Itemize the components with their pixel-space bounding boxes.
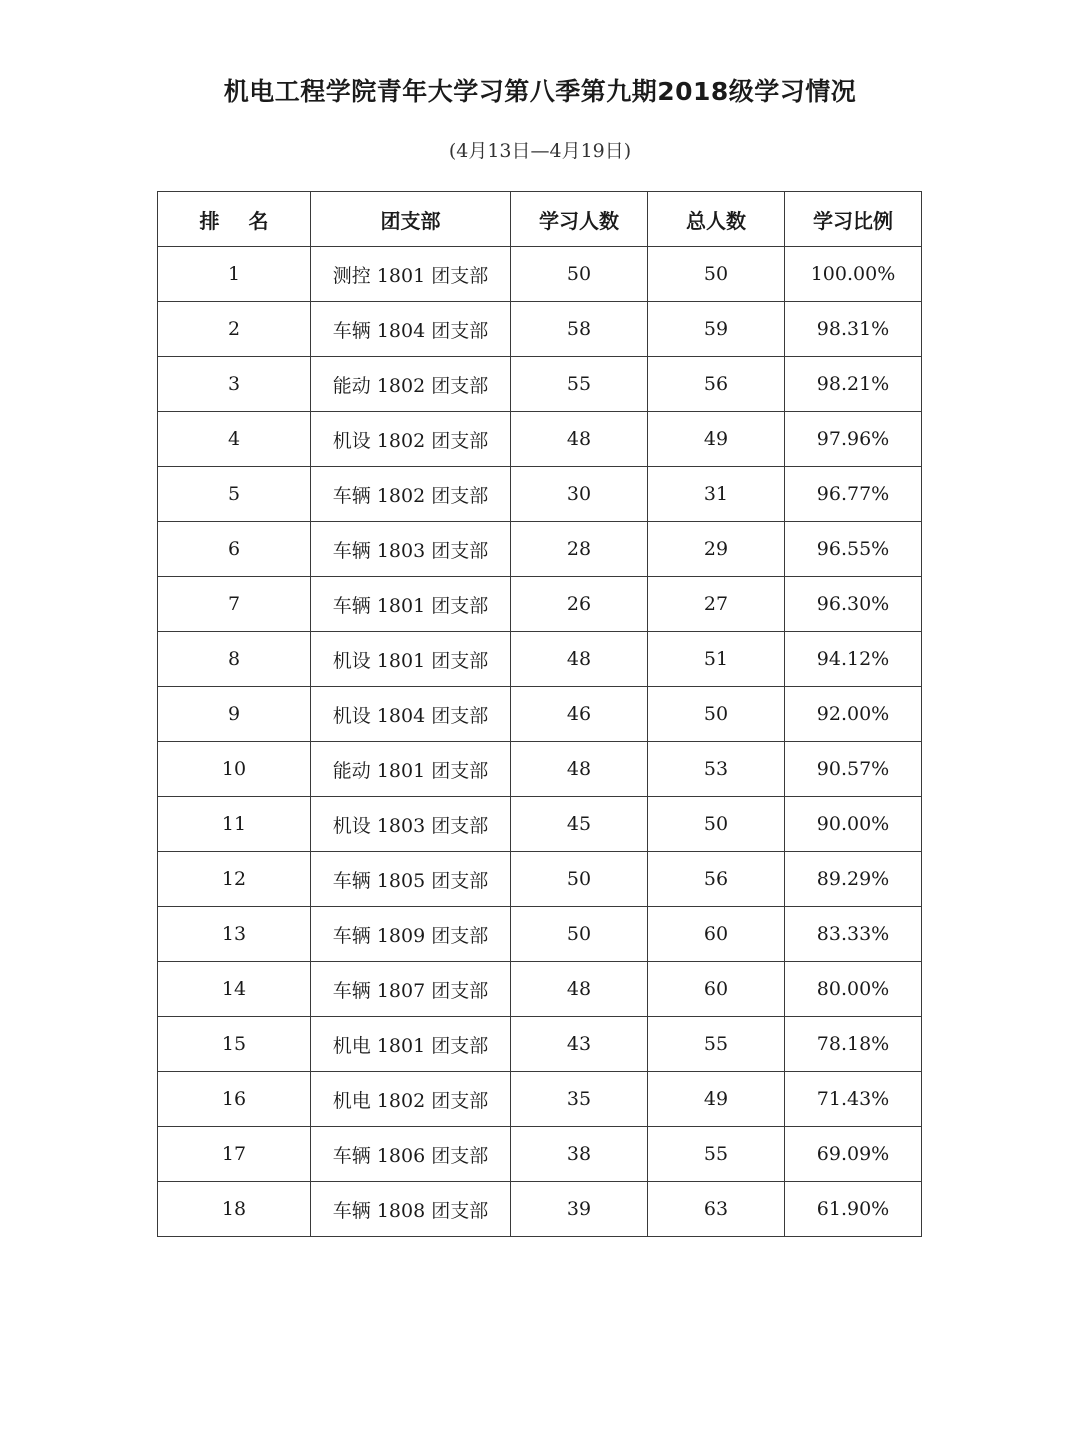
header-rank: 排 名: [158, 192, 311, 247]
table-row: [158, 302, 922, 357]
cell-ratio: 69.09%: [785, 1127, 922, 1182]
cell-studied: 43: [511, 1017, 648, 1072]
cell-studied: 39: [511, 1182, 648, 1237]
table-row: [158, 577, 922, 632]
cell-ratio: 94.12%: [785, 632, 922, 687]
cell-rank: 18: [158, 1182, 311, 1237]
cell-total: 49: [648, 412, 785, 467]
table-row: [158, 742, 922, 797]
cell-ratio: 98.21%: [785, 357, 922, 412]
cell-branch: 车辆 1802 团支部: [311, 467, 511, 522]
cell-studied: 50: [511, 247, 648, 302]
cell-branch: 车辆 1805 团支部: [311, 852, 511, 907]
table-row: [158, 797, 922, 852]
cell-ratio: 83.33%: [785, 907, 922, 962]
cell-rank: 12: [158, 852, 311, 907]
cell-rank: 16: [158, 1072, 311, 1127]
cell-total: 60: [648, 962, 785, 1017]
cell-studied: 50: [511, 907, 648, 962]
table-row: [158, 687, 922, 742]
cell-ratio: 98.31%: [785, 302, 922, 357]
cell-rank: 2: [158, 302, 311, 357]
cell-total: 55: [648, 1017, 785, 1072]
cell-total: 63: [648, 1182, 785, 1237]
cell-studied: 35: [511, 1072, 648, 1127]
cell-total: 50: [648, 687, 785, 742]
table-row: [158, 1017, 922, 1072]
cell-studied: 28: [511, 522, 648, 577]
cell-rank: 5: [158, 467, 311, 522]
cell-ratio: 96.55%: [785, 522, 922, 577]
cell-rank: 14: [158, 962, 311, 1017]
cell-rank: 8: [158, 632, 311, 687]
cell-rank: 13: [158, 907, 311, 962]
cell-total: 50: [648, 797, 785, 852]
document-title: 机电工程学院青年大学习第八季第九期2018级学习情况: [223, 77, 857, 106]
cell-total: 55: [648, 1127, 785, 1182]
cell-total: 27: [648, 577, 785, 632]
cell-total: 49: [648, 1072, 785, 1127]
table-row: [158, 522, 922, 577]
cell-total: 56: [648, 852, 785, 907]
cell-ratio: 71.43%: [785, 1072, 922, 1127]
cell-total: 56: [648, 357, 785, 412]
table-row: [158, 357, 922, 412]
cell-ratio: 61.90%: [785, 1182, 922, 1237]
table-body: [158, 247, 922, 1237]
cell-total: 51: [648, 632, 785, 687]
cell-branch: 车辆 1808 团支部: [311, 1182, 511, 1237]
cell-ratio: 96.30%: [785, 577, 922, 632]
cell-total: 60: [648, 907, 785, 962]
cell-rank: 17: [158, 1127, 311, 1182]
cell-total: 50: [648, 247, 785, 302]
header-branch: 团支部: [311, 192, 511, 247]
cell-rank: 6: [158, 522, 311, 577]
cell-ratio: 97.96%: [785, 412, 922, 467]
cell-rank: 4: [158, 412, 311, 467]
cell-studied: 55: [511, 357, 648, 412]
document-subtitle: (4月13日—4月19日): [448, 140, 632, 162]
cell-rank: 1: [158, 247, 311, 302]
cell-rank: 10: [158, 742, 311, 797]
cell-ratio: 78.18%: [785, 1017, 922, 1072]
cell-total: 31: [648, 467, 785, 522]
table-row: [158, 467, 922, 522]
cell-ratio: 80.00%: [785, 962, 922, 1017]
cell-ratio: 96.77%: [785, 467, 922, 522]
cell-studied: 26: [511, 577, 648, 632]
cell-total: 53: [648, 742, 785, 797]
cell-studied: 45: [511, 797, 648, 852]
cell-studied: 30: [511, 467, 648, 522]
cell-branch: 车辆 1804 团支部: [311, 302, 511, 357]
header-studied: 学习人数: [511, 192, 648, 247]
cell-studied: 58: [511, 302, 648, 357]
table-header-row: [158, 192, 922, 247]
cell-studied: 48: [511, 632, 648, 687]
cell-rank: 15: [158, 1017, 311, 1072]
table-row: [158, 1072, 922, 1127]
table-row: [158, 247, 922, 302]
cell-branch: 车辆 1801 团支部: [311, 577, 511, 632]
cell-studied: 48: [511, 742, 648, 797]
cell-ratio: 90.57%: [785, 742, 922, 797]
cell-ratio: 89.29%: [785, 852, 922, 907]
cell-rank: 7: [158, 577, 311, 632]
header-ratio: 学习比例: [785, 192, 922, 247]
cell-branch: 车辆 1806 团支部: [311, 1127, 511, 1182]
cell-studied: 38: [511, 1127, 648, 1182]
cell-studied: 46: [511, 687, 648, 742]
cell-branch: 机电 1801 团支部: [311, 1017, 511, 1072]
table-row: [158, 412, 922, 467]
cell-studied: 48: [511, 412, 648, 467]
table-row: [158, 907, 922, 962]
cell-branch: 测控 1801 团支部: [311, 247, 511, 302]
cell-ratio: 100.00%: [785, 247, 922, 302]
cell-ratio: 92.00%: [785, 687, 922, 742]
table-row: [158, 852, 922, 907]
cell-studied: 50: [511, 852, 648, 907]
cell-total: 29: [648, 522, 785, 577]
table-row: [158, 962, 922, 1017]
cell-total: 59: [648, 302, 785, 357]
cell-branch: 机设 1804 团支部: [311, 687, 511, 742]
header-total: 总人数: [648, 192, 785, 247]
table-row: [158, 1182, 922, 1237]
cell-branch: 能动 1801 团支部: [311, 742, 511, 797]
cell-branch: 能动 1802 团支部: [311, 357, 511, 412]
cell-branch: 机设 1802 团支部: [311, 412, 511, 467]
table-row: [158, 1127, 922, 1182]
cell-branch: 车辆 1803 团支部: [311, 522, 511, 577]
cell-rank: 3: [158, 357, 311, 412]
cell-ratio: 90.00%: [785, 797, 922, 852]
cell-branch: 机设 1803 团支部: [311, 797, 511, 852]
cell-branch: 机设 1801 团支部: [311, 632, 511, 687]
ranking-table: [157, 191, 922, 1237]
cell-rank: 11: [158, 797, 311, 852]
cell-branch: 车辆 1807 团支部: [311, 962, 511, 1017]
table-row: [158, 632, 922, 687]
cell-studied: 48: [511, 962, 648, 1017]
cell-rank: 9: [158, 687, 311, 742]
cell-branch: 机电 1802 团支部: [311, 1072, 511, 1127]
cell-branch: 车辆 1809 团支部: [311, 907, 511, 962]
